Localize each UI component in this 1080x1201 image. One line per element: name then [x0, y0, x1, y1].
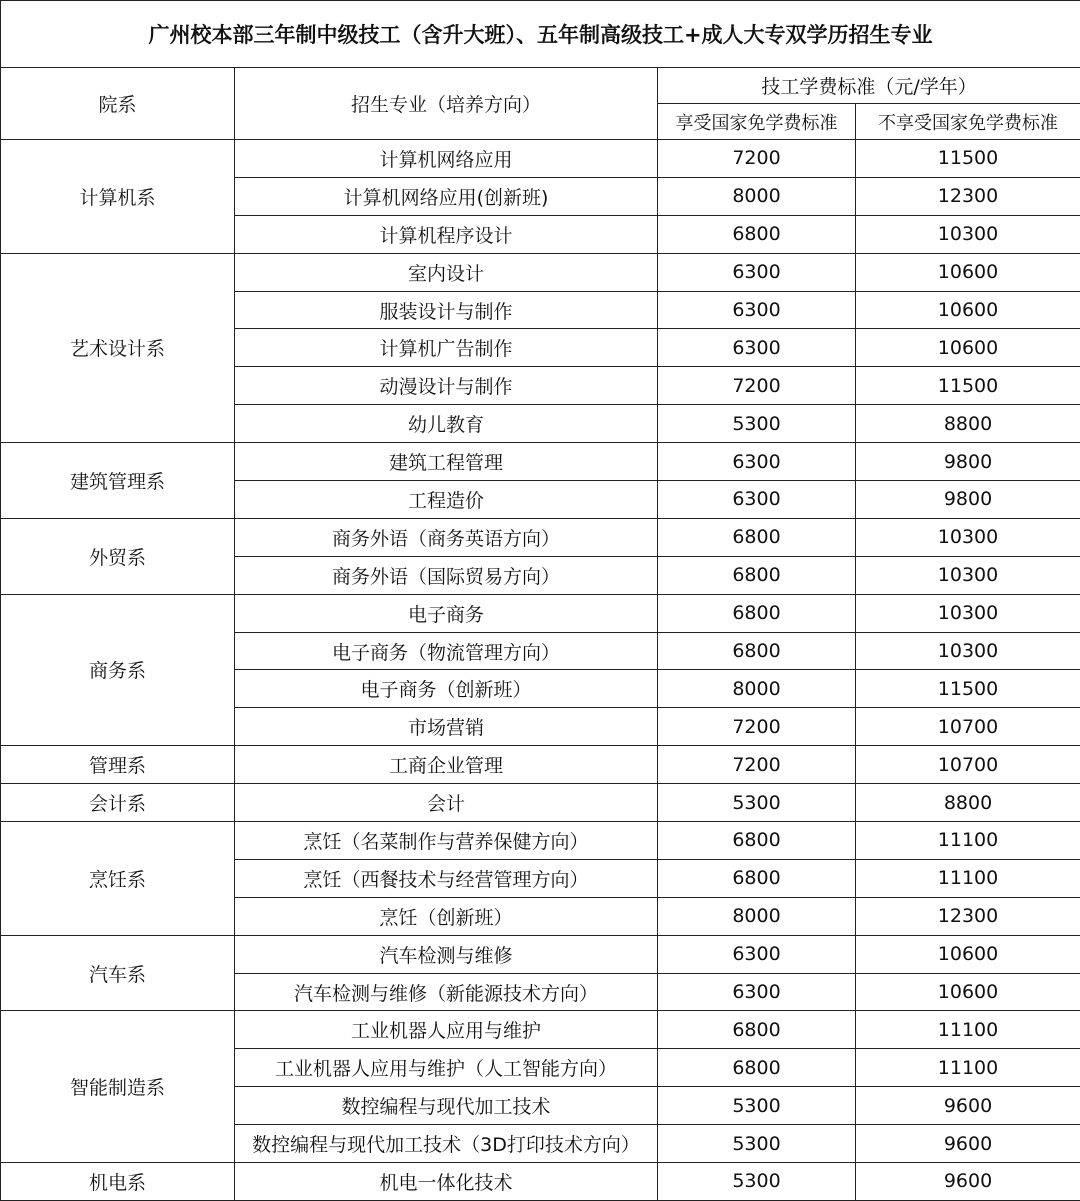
fee-exempt-cell: 6800 — [658, 518, 856, 556]
major-cell: 室内设计 — [235, 253, 658, 291]
table-body — [1, 140, 1080, 1201]
major-cell: 工业机器人应用与维护（人工智能方向） — [235, 1049, 658, 1087]
department-cell: 智能制造系 — [1, 1011, 235, 1163]
table-row — [1, 784, 1080, 822]
fee-exempt-cell: 6800 — [658, 632, 856, 670]
fee-full-cell: 10300 — [856, 594, 1080, 632]
major-cell: 工商企业管理 — [235, 746, 658, 784]
major-cell: 汽车检测与维修（新能源技术方向） — [235, 973, 658, 1011]
department-cell: 艺术设计系 — [1, 253, 235, 442]
department-cell: 汽车系 — [1, 935, 235, 1011]
table-row — [1, 518, 1080, 556]
major-cell: 计算机程序设计 — [235, 215, 658, 253]
department-cell: 外贸系 — [1, 518, 235, 594]
fee-full-cell: 10600 — [856, 329, 1080, 367]
fee-full-cell: 10700 — [856, 708, 1080, 746]
fee-full-cell: 11100 — [856, 1049, 1080, 1087]
major-cell: 数控编程与现代加工技术 — [235, 1087, 658, 1125]
major-cell: 计算机网络应用(创新班) — [235, 177, 658, 215]
fee-full-cell: 10600 — [856, 253, 1080, 291]
department-cell: 商务系 — [1, 594, 235, 746]
fee-exempt-cell: 5300 — [658, 1087, 856, 1125]
fee-exempt-cell: 8000 — [658, 670, 856, 708]
fee-full-cell: 12300 — [856, 897, 1080, 935]
fee-full-cell: 11500 — [856, 670, 1080, 708]
fee-full-cell: 10600 — [856, 291, 1080, 329]
fee-exempt-cell: 6800 — [658, 822, 856, 860]
fee-exempt-cell: 6300 — [658, 973, 856, 1011]
fee-exempt-cell: 5300 — [658, 784, 856, 822]
fee-exempt-cell: 6300 — [658, 329, 856, 367]
major-cell: 服装设计与制作 — [235, 291, 658, 329]
fee-exempt-cell: 5300 — [658, 1125, 856, 1163]
table-row — [1, 1163, 1080, 1201]
table-row — [1, 140, 1080, 178]
fee-full-cell: 11500 — [856, 140, 1080, 178]
major-cell: 烹饪（创新班） — [235, 897, 658, 935]
fee-full-cell: 11100 — [856, 859, 1080, 897]
major-cell: 机电一体化技术 — [235, 1163, 658, 1201]
fee-exempt-cell: 6300 — [658, 253, 856, 291]
fee-full-cell: 12300 — [856, 177, 1080, 215]
fee-exempt-cell: 7200 — [658, 367, 856, 405]
fee-exempt-cell: 7200 — [658, 708, 856, 746]
department-cell: 建筑管理系 — [1, 443, 235, 519]
header-major: 招生专业（培养方向） — [235, 68, 658, 140]
fee-exempt-cell: 6800 — [658, 556, 856, 594]
table-row — [1, 1011, 1080, 1049]
fee-exempt-cell: 6800 — [658, 594, 856, 632]
table-row — [1, 443, 1080, 481]
fee-full-cell: 9800 — [856, 443, 1080, 481]
fee-full-cell: 10700 — [856, 746, 1080, 784]
fee-exempt-cell: 6300 — [658, 443, 856, 481]
major-cell: 动漫设计与制作 — [235, 367, 658, 405]
department-cell: 会计系 — [1, 784, 235, 822]
fee-full-cell: 8800 — [856, 405, 1080, 443]
fee-full-cell: 9600 — [856, 1125, 1080, 1163]
fee-exempt-cell: 5300 — [658, 405, 856, 443]
department-cell: 计算机系 — [1, 140, 235, 254]
major-cell: 会计 — [235, 784, 658, 822]
major-cell: 汽车检测与维修 — [235, 935, 658, 973]
fee-full-cell: 10600 — [856, 935, 1080, 973]
major-cell: 计算机广告制作 — [235, 329, 658, 367]
major-cell: 建筑工程管理 — [235, 443, 658, 481]
header-department: 院系 — [1, 68, 235, 140]
fee-exempt-cell: 6800 — [658, 1011, 856, 1049]
fee-full-cell: 9600 — [856, 1163, 1080, 1201]
table-row — [1, 822, 1080, 860]
fee-exempt-cell: 5300 — [658, 1163, 856, 1201]
major-cell: 商务外语（商务英语方向） — [235, 518, 658, 556]
major-cell: 电子商务 — [235, 594, 658, 632]
major-cell: 工业机器人应用与维护 — [235, 1011, 658, 1049]
fee-exempt-cell: 6300 — [658, 291, 856, 329]
major-cell: 电子商务（物流管理方向） — [235, 632, 658, 670]
fee-exempt-cell: 8000 — [658, 897, 856, 935]
table-row — [1, 253, 1080, 291]
fee-full-cell: 8800 — [856, 784, 1080, 822]
fee-exempt-cell: 6800 — [658, 1049, 856, 1087]
fee-full-cell: 9800 — [856, 481, 1080, 519]
fee-full-cell: 11100 — [856, 822, 1080, 860]
fee-exempt-cell: 6300 — [658, 935, 856, 973]
major-cell: 商务外语（国际贸易方向） — [235, 556, 658, 594]
major-cell: 市场营销 — [235, 708, 658, 746]
table-row — [1, 935, 1080, 973]
major-cell: 烹饪（西餐技术与经营管理方向） — [235, 859, 658, 897]
fee-exempt-cell: 7200 — [658, 140, 856, 178]
fee-exempt-cell: 6800 — [658, 859, 856, 897]
table-title: 广州校本部三年制中级技工（含升大班）、五年制高级技工+成人大专双学历招生专业 — [1, 1, 1080, 68]
fee-exempt-cell: 6300 — [658, 481, 856, 519]
table-row — [1, 594, 1080, 632]
fee-full-cell: 11500 — [856, 367, 1080, 405]
header-fee-group: 技工学费标准（元/学年） — [658, 68, 1080, 104]
major-cell: 数控编程与现代加工技术（3D打印技术方向） — [235, 1125, 658, 1163]
fee-full-cell: 10300 — [856, 215, 1080, 253]
fee-full-cell: 10300 — [856, 518, 1080, 556]
department-cell: 机电系 — [1, 1163, 235, 1201]
header-fee-exempt: 享受国家免学费标准 — [658, 104, 856, 140]
major-cell: 计算机网络应用 — [235, 140, 658, 178]
major-cell: 幼儿教育 — [235, 405, 658, 443]
fee-full-cell: 10600 — [856, 973, 1080, 1011]
fee-full-cell: 10300 — [856, 556, 1080, 594]
department-cell: 烹饪系 — [1, 822, 235, 936]
fee-full-cell: 10300 — [856, 632, 1080, 670]
fee-exempt-cell: 8000 — [658, 177, 856, 215]
major-cell: 烹饪（名菜制作与营养保健方向） — [235, 822, 658, 860]
major-cell: 工程造价 — [235, 481, 658, 519]
fee-exempt-cell: 7200 — [658, 746, 856, 784]
fee-exempt-cell: 6800 — [658, 215, 856, 253]
fee-full-cell: 9600 — [856, 1087, 1080, 1125]
department-cell: 管理系 — [1, 746, 235, 784]
header-fee-full: 不享受国家免学费标准 — [856, 104, 1080, 140]
table-row — [1, 746, 1080, 784]
major-cell: 电子商务（创新班） — [235, 670, 658, 708]
fee-full-cell: 11100 — [856, 1011, 1080, 1049]
